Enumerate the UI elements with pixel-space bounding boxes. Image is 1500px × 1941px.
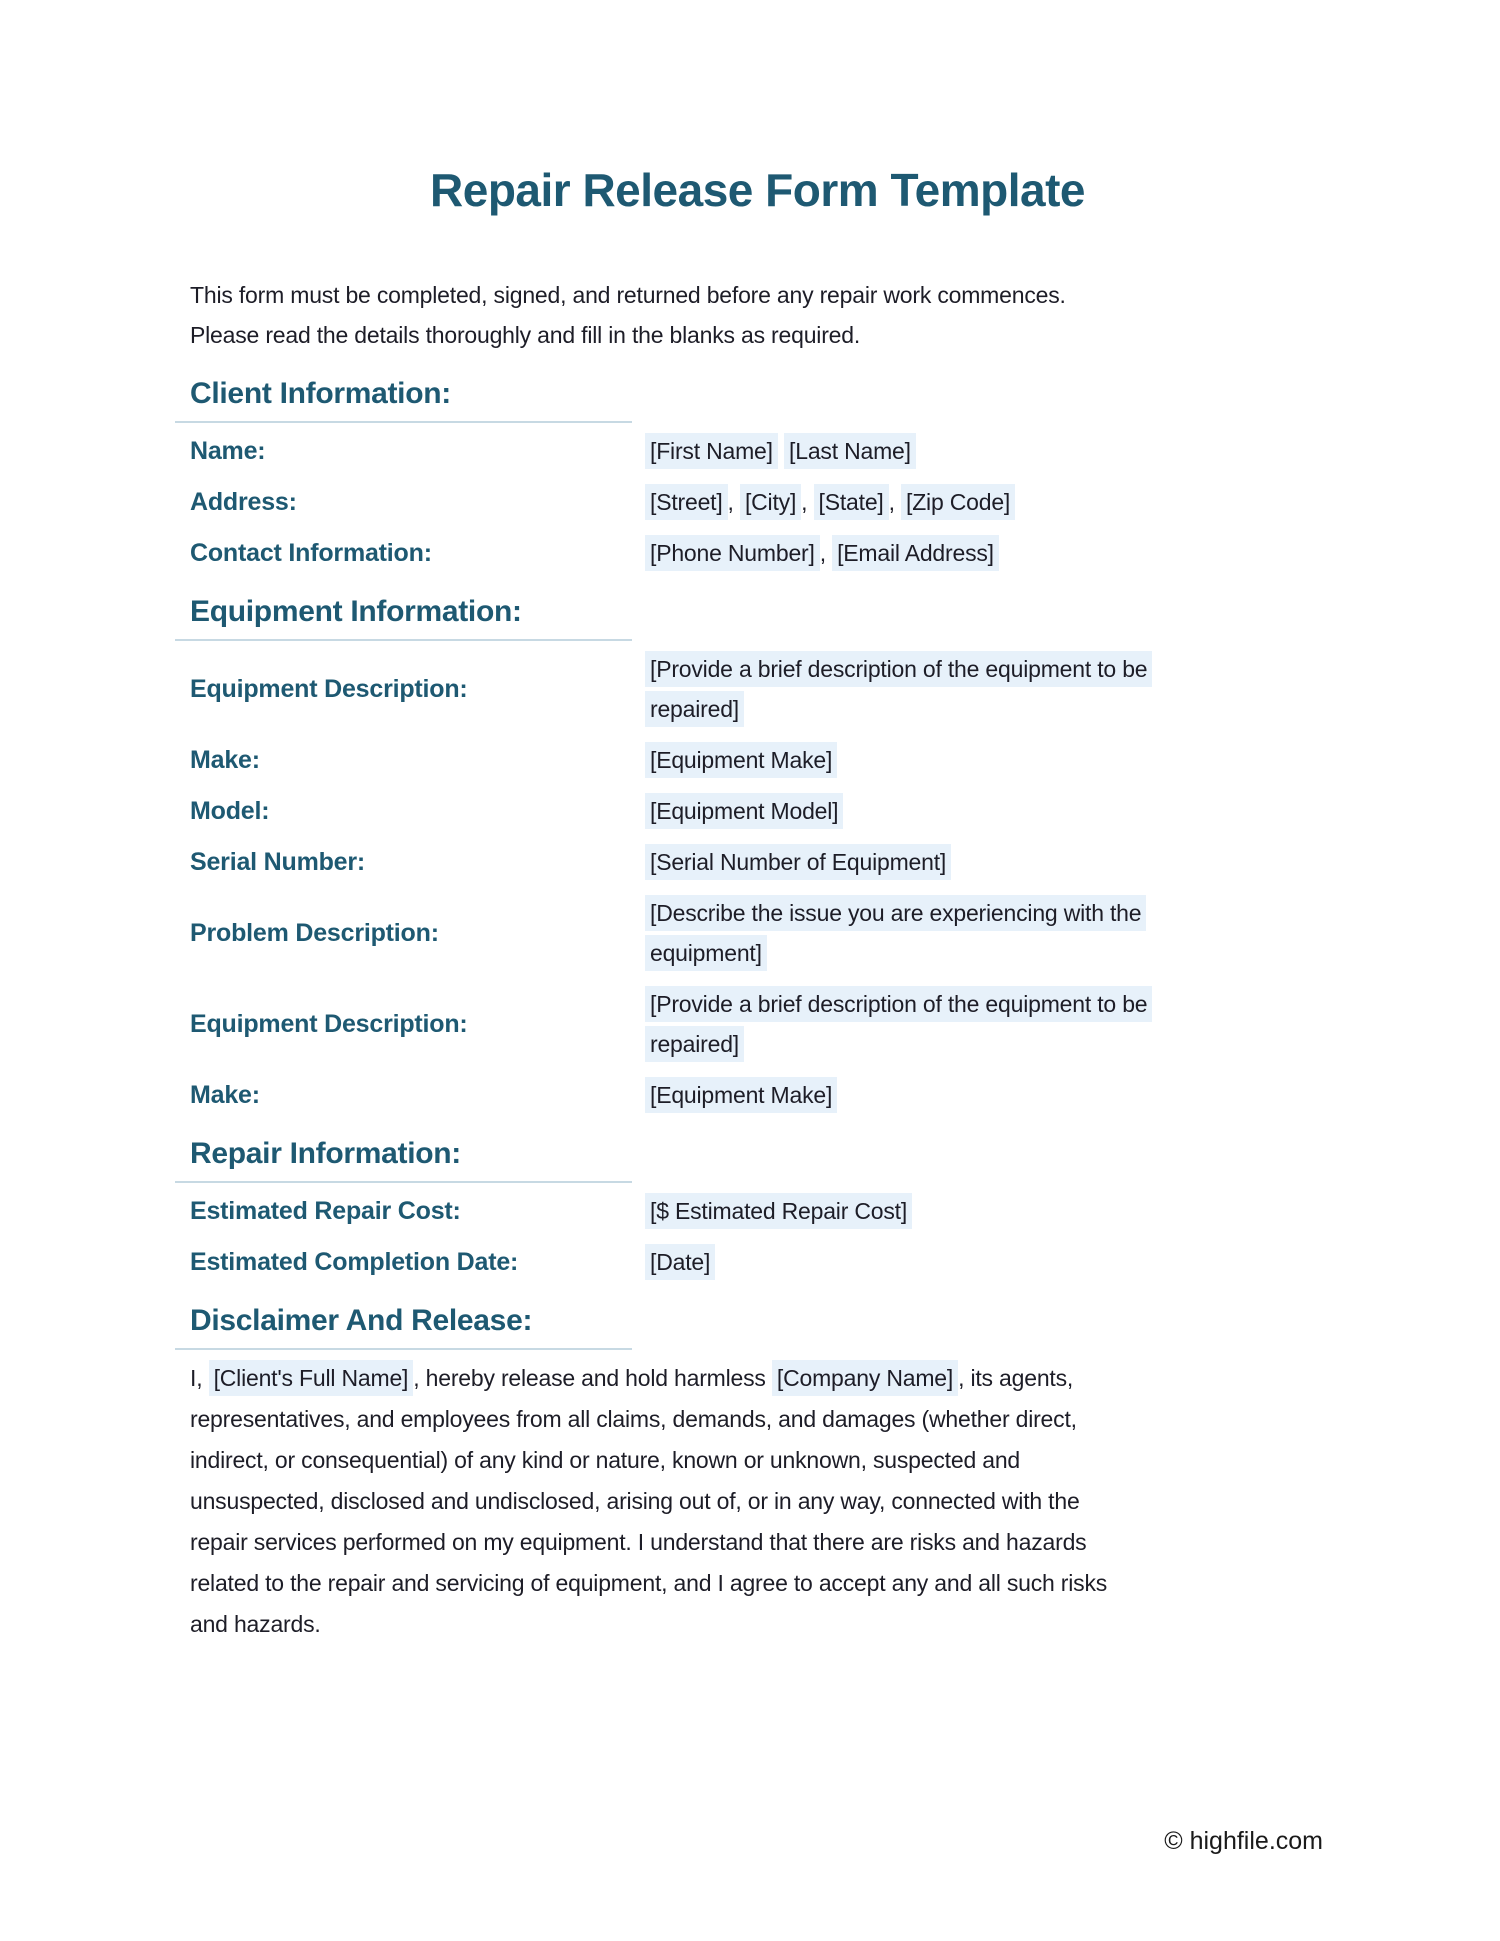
field-value [645, 1075, 837, 1115]
field-value-line [645, 649, 1152, 689]
placeholder-field[interactable]: [State] [814, 484, 889, 520]
placeholder-field[interactable]: [$ Estimated Repair Cost] [645, 1193, 912, 1229]
text-segment: , [727, 489, 740, 515]
field-value [645, 1191, 912, 1231]
placeholder-field[interactable]: [Equipment Make] [645, 742, 837, 778]
text-segment: , its agents, [958, 1365, 1074, 1391]
field-value [645, 984, 1152, 1064]
disclaimer-line [190, 1358, 1325, 1399]
text-segment: repair services performed on my equipment. I understand that there are risks and hazards [190, 1529, 1087, 1555]
page-title: Repair Release Form Template [430, 164, 1085, 216]
footer-credit: © highfile.com [1164, 1827, 1323, 1855]
placeholder-field[interactable]: [Equipment Make] [645, 1077, 837, 1113]
intro-line-2: Please read the details thoroughly and fill in the blanks as required. [190, 322, 861, 348]
placeholder-field[interactable]: [Client's Full Name] [209, 1360, 414, 1396]
text-segment: indirect, or consequential) of any kind or nature, known or unknown, suspected and [190, 1447, 1020, 1473]
field-label: Estimated Completion Date: [190, 1248, 519, 1276]
field-value-line [645, 533, 999, 573]
field-value-line [645, 740, 837, 780]
section-heading-client-information: Client Information: [190, 377, 451, 410]
placeholder-field[interactable]: [First Name] [645, 433, 778, 469]
field-label: Serial Number: [190, 848, 366, 876]
form-field-row [190, 893, 1325, 973]
field-label: Problem Description: [190, 919, 439, 947]
section-divider [175, 421, 632, 423]
placeholder-field[interactable]: [City] [740, 484, 801, 520]
section-heading-repair-information: Repair Information: [190, 1137, 461, 1170]
equipment-information-rows [190, 649, 1325, 1115]
form-field-row [190, 431, 1325, 471]
field-value [645, 431, 916, 471]
field-label: Equipment Description: [190, 1010, 468, 1038]
field-value-line [645, 689, 1152, 729]
repair-information-rows [190, 1191, 1325, 1282]
placeholder-field[interactable]: [Street] [645, 484, 728, 520]
section-divider [175, 639, 632, 641]
form-field-row [190, 791, 1325, 831]
client-information-rows [190, 431, 1325, 573]
field-label: Make: [190, 1081, 260, 1109]
text-segment: I, [190, 1365, 209, 1391]
placeholder-field[interactable]: [Email Address] [832, 535, 999, 571]
form-field-row [190, 1191, 1325, 1231]
field-label: Make: [190, 746, 260, 774]
form-field-row [190, 842, 1325, 882]
placeholder-field[interactable]: [Provide a brief description of the equipment to be [645, 651, 1152, 687]
field-value [645, 740, 837, 780]
disclaimer-paragraph [190, 1358, 1325, 1645]
form-field-row [190, 740, 1325, 780]
field-label: Name: [190, 437, 266, 465]
field-value [645, 482, 1015, 522]
field-value-line [645, 933, 1146, 973]
form-field-row [190, 482, 1325, 522]
placeholder-field[interactable]: [Serial Number of Equipment] [645, 844, 951, 880]
section-client-information [190, 375, 1325, 573]
section-heading-disclaimer-and-release: Disclaimer And Release: [190, 1304, 533, 1337]
placeholder-field[interactable]: [Phone Number] [645, 535, 820, 571]
form-field-row [190, 1242, 1325, 1282]
text-segment: and hazards. [190, 1611, 321, 1637]
field-value-line [645, 482, 1015, 522]
section-heading-equipment-information: Equipment Information: [190, 595, 522, 628]
section-divider [175, 1348, 632, 1350]
form-field-row [190, 1075, 1325, 1115]
section-repair-information [190, 1135, 1325, 1282]
disclaimer-line [190, 1604, 1325, 1645]
placeholder-field[interactable]: equipment] [645, 935, 767, 971]
intro-line-1: This form must be completed, signed, and returned before any repair work commences. [190, 282, 1066, 308]
text-segment: , [888, 489, 902, 515]
text-segment: representatives, and employees from all claims, demands, and damages (whether direct, [190, 1406, 1077, 1432]
form-field-row [190, 984, 1325, 1064]
text-segment: , hereby release and hold harmless [413, 1365, 772, 1391]
disclaimer-line [190, 1522, 1325, 1563]
disclaimer-line [190, 1440, 1325, 1481]
field-label: Estimated Repair Cost: [190, 1197, 461, 1225]
field-label: Model: [190, 797, 270, 825]
field-value-line [645, 1191, 912, 1231]
field-value [645, 893, 1146, 973]
text-segment: , [801, 489, 814, 515]
placeholder-field[interactable]: [Company Name] [772, 1360, 958, 1396]
placeholder-field[interactable]: [Date] [645, 1244, 715, 1280]
field-value [645, 791, 843, 831]
placeholder-field[interactable]: [Describe the issue you are experiencing with the [645, 895, 1146, 931]
disclaimer-line [190, 1563, 1325, 1604]
text-segment: , [819, 540, 833, 566]
field-value [645, 649, 1152, 729]
field-value-line [645, 1242, 715, 1282]
placeholder-field[interactable]: [Equipment Model] [645, 793, 843, 829]
field-value-line [645, 893, 1146, 933]
placeholder-field[interactable]: [Provide a brief description of the equipment to be [645, 986, 1152, 1022]
field-value-line [645, 1075, 837, 1115]
form-field-row [190, 533, 1325, 573]
disclaimer-line [190, 1399, 1325, 1440]
field-value-line [645, 984, 1152, 1024]
placeholder-field[interactable]: repaired] [645, 1026, 744, 1062]
field-value-line [645, 1024, 1152, 1064]
field-label: Address: [190, 488, 297, 516]
field-value-line [645, 431, 916, 471]
form-field-row [190, 649, 1325, 729]
placeholder-field[interactable]: [Zip Code] [901, 484, 1015, 520]
field-label: Equipment Description: [190, 675, 468, 703]
section-disclaimer-and-release [190, 1302, 1325, 1645]
field-value [645, 533, 999, 573]
text-segment: unsuspected, disclosed and undisclosed, arising out of, or in any way, connected with the [190, 1488, 1080, 1514]
disclaimer-line [190, 1481, 1325, 1522]
field-value-line [645, 791, 843, 831]
field-value [645, 842, 951, 882]
intro-paragraph [190, 275, 1325, 355]
text-segment: related to the repair and servicing of equipment, and I agree to accept any and all such risks [190, 1570, 1108, 1596]
field-value [645, 1242, 715, 1282]
section-divider [175, 1181, 632, 1183]
field-value-line [645, 842, 951, 882]
placeholder-field[interactable]: repaired] [645, 691, 744, 727]
placeholder-field[interactable]: [Last Name] [784, 433, 916, 469]
field-label: Contact Information: [190, 539, 432, 567]
section-equipment-information [190, 593, 1325, 1115]
